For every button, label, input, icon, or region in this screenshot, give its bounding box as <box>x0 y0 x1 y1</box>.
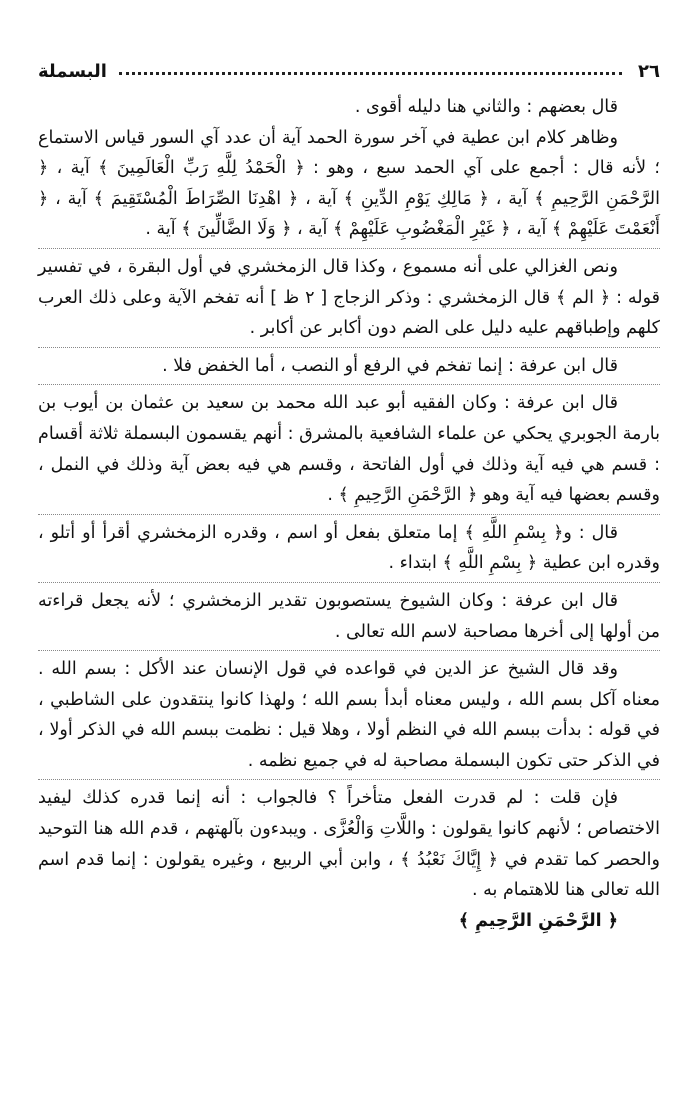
running-title: البسملة <box>38 60 107 82</box>
paragraph: وقد قال الشيخ عز الدين في قواعده في قول الإنسان عند الأكل : بسم الله . معناه آكل بسم الله ، وليس معناه أبدأ بسم الله ؛ ولهذا كانوا ينتقدون على الشاطبي ، في قوله : بدأت ببسم الله في النظم أولا ، وهلا قيل : نظمت ببسم الله في الذكر أولا ، في الذكر حتى تكون البسملة مصاحبة له في جميع نظمه . <box>38 650 660 776</box>
page-body <box>38 92 660 936</box>
page-number: ٢٦ <box>638 60 660 82</box>
header-dotted-rule <box>119 72 622 75</box>
paragraph: قال بعضهم : والثاني هنا دليله أقوى . <box>354 97 618 117</box>
quran-verse-heading: ﴿ الرَّحْمَنِ الرَّحِيمِ ﴾ <box>458 910 618 931</box>
paragraph: ونص الغزالي على أنه مسموع ، وكذا قال الزمخشري في أول البقرة ، في تفسير قوله : ﴿ الم ﴾ قال الزمخشري : وذكر الزجاج [ ٢ ظ ] أنه تفخم الآية وعلى ذلك العرب كلهم وإطباقهم عليه دليل على الضم دون أكابر عن أكابر . <box>38 248 660 344</box>
page-header <box>38 56 660 86</box>
paragraph: قال : و﴿ بِسْمِ اللَّهِ ﴾ إما متعلق بفعل أو اسم ، وقدره الزمخشري أقرأ أو أتلو ، وقدره ابن عطية ﴿ بِسْمِ اللَّهِ ﴾ ابتداء . <box>38 514 660 579</box>
paragraph: فإن قلت : لم قدرت الفعل متأخراً ؟ فالجواب : أنه إنما قدره كذلك ليفيد الاختصاص ؛ لأنهم كانوا يقولون : واللَّاتِ وَالْعُزَّى . ويبدءون بآلهتهم ، قدم الله هنا التوحيد والحصر كما تقدم في ﴿ إِيَّاكَ نَعْبُدُ ﴾ ، وابن أبي الربيع ، وغيره يقولون : إنما قدم اسم الله تعالى هنا للاهتمام به . <box>38 779 660 905</box>
paragraph: قال ابن عرفة : إنما تفخم في الرفع أو النصب ، أما الخفض فلا . <box>38 347 660 382</box>
paragraph: وظاهر كلام ابن عطية في آخر سورة الحمد آية أن عدد آي السور قياس الاستماع ؛ لأنه قال : أجمع على آي الحمد سبع ، وهو : ﴿ الْحَمْدُ لِلَّهِ رَبِّ الْعَالَمِينَ ﴾ آية ، ﴿ الرَّحْمَنِ الرَّحِيمِ ﴾ آية ، ﴿ مَالِكِ يَوْمِ الدِّينِ ﴾ آية ، ﴿ اهْدِنَا الصِّرَاطَ الْمُسْتَقِيمَ ﴾ آية ، ﴿ أَنْعَمْتَ عَلَيْهِمْ ﴾ آية ، ﴿ غَيْرِ الْمَغْضُوبِ عَلَيْهِمْ ﴾ آية ، ﴿ وَلَا الضَّالِّينَ ﴾ آية . <box>38 127 660 240</box>
paragraph: قال ابن عرفة : وكان الفقيه أبو عبد الله محمد بن سعيد بن عثمان بن أيوب بن بارمة الجوبري يحكي عن علماء الشافعية بالمشرق : أنهم يقسمون البسملة ثلاثة أقسام : قسم هي فيه آية وذلك في أول الفاتحة ، وقسم هي فيه بعض آية وذلك في النمل ، وقسم بعضها فيه آية وهو ﴿ الرَّحْمَنِ الرَّحِيمِ ﴾ . <box>38 384 660 510</box>
paragraph: قال ابن عرفة : وكان الشيوخ يستصوبون تقدير الزمخشري ؛ لأنه يجعل قراءته من أولها إلى أخرها مصاحبة لاسم الله تعالى . <box>38 582 660 647</box>
